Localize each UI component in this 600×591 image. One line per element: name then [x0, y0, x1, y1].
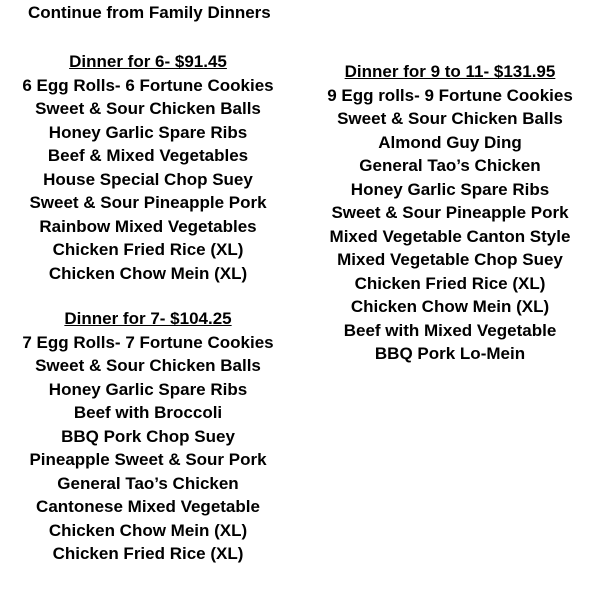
menu-item: Sweet & Sour Chicken Balls	[337, 109, 563, 128]
page-heading: Continue from Family Dinners	[28, 3, 271, 22]
menu-item: Chicken Chow Mein (XL)	[48, 520, 248, 540]
menu-item: Chicken Chow Mein (XL)	[48, 263, 248, 283]
menu-item: Honey Garlic Spare Ribs	[48, 379, 248, 399]
menu-item: Sweet & Sour Pineapple Pork	[331, 203, 569, 222]
dinner-for-9-to-11-title: Dinner for 9 to 11- $131.95	[344, 62, 556, 81]
menu-item: 6 Egg Rolls- 6 Fortune Cookies	[22, 75, 274, 95]
menu-item: General Tao’s Chicken	[359, 156, 541, 175]
dinner-for-9-to-11-block	[305, 60, 595, 366]
menu-item: Rainbow Mixed Vegetables	[39, 216, 257, 236]
menu-item: Sweet & Sour Chicken Balls	[35, 99, 261, 118]
menu-item: Chicken Fried Rice (XL)	[354, 273, 546, 293]
menu-item: BBQ Pork Lo-Mein	[374, 344, 526, 363]
menu-item: 9 Egg rolls- 9 Fortune Cookies	[327, 85, 573, 105]
menu-item: 7 Egg Rolls- 7 Fortune Cookies	[22, 332, 274, 352]
menu-item: Chicken Fried Rice (XL)	[52, 544, 244, 563]
dinner-for-7-items	[3, 331, 293, 566]
menu-item: Chicken Chow Mein (XL)	[350, 297, 550, 316]
menu-item: Beef & Mixed Vegetables	[47, 146, 249, 165]
menu-item: BBQ Pork Chop Suey	[61, 426, 235, 446]
menu-item: Chicken Fried Rice (XL)	[52, 240, 244, 259]
menu-item: Sweet & Sour Chicken Balls	[35, 356, 261, 375]
menu-item: General Tao’s Chicken	[57, 473, 239, 493]
menu-item: Cantonese Mixed Vegetable	[36, 497, 260, 516]
menu-item: Beef with Mixed Vegetable	[343, 320, 557, 340]
dinner-for-6-items	[3, 74, 293, 286]
menu-item: Almond Guy Ding	[378, 132, 522, 152]
dinner-for-6-title: Dinner for 6- $91.45	[69, 52, 227, 71]
menu-item: Mixed Vegetable Chop Suey	[337, 250, 563, 269]
right-column	[305, 60, 595, 366]
menu-item: Honey Garlic Spare Ribs	[350, 179, 550, 199]
dinner-for-9-to-11-items	[305, 84, 595, 366]
left-column	[3, 50, 293, 566]
menu-item: Beef with Broccoli	[73, 403, 223, 422]
dinner-for-6-block	[3, 50, 293, 285]
menu-item: House Special Chop Suey	[43, 169, 253, 189]
dinner-for-7-title: Dinner for 7- $104.25	[64, 309, 232, 328]
menu-item: Sweet & Sour Pineapple Pork	[29, 193, 267, 212]
menu-item: Mixed Vegetable Canton Style	[329, 226, 571, 246]
menu-item: Honey Garlic Spare Ribs	[48, 122, 248, 142]
menu-item: Pineapple Sweet & Sour Pork	[29, 450, 267, 469]
dinner-for-7-block	[3, 307, 293, 566]
